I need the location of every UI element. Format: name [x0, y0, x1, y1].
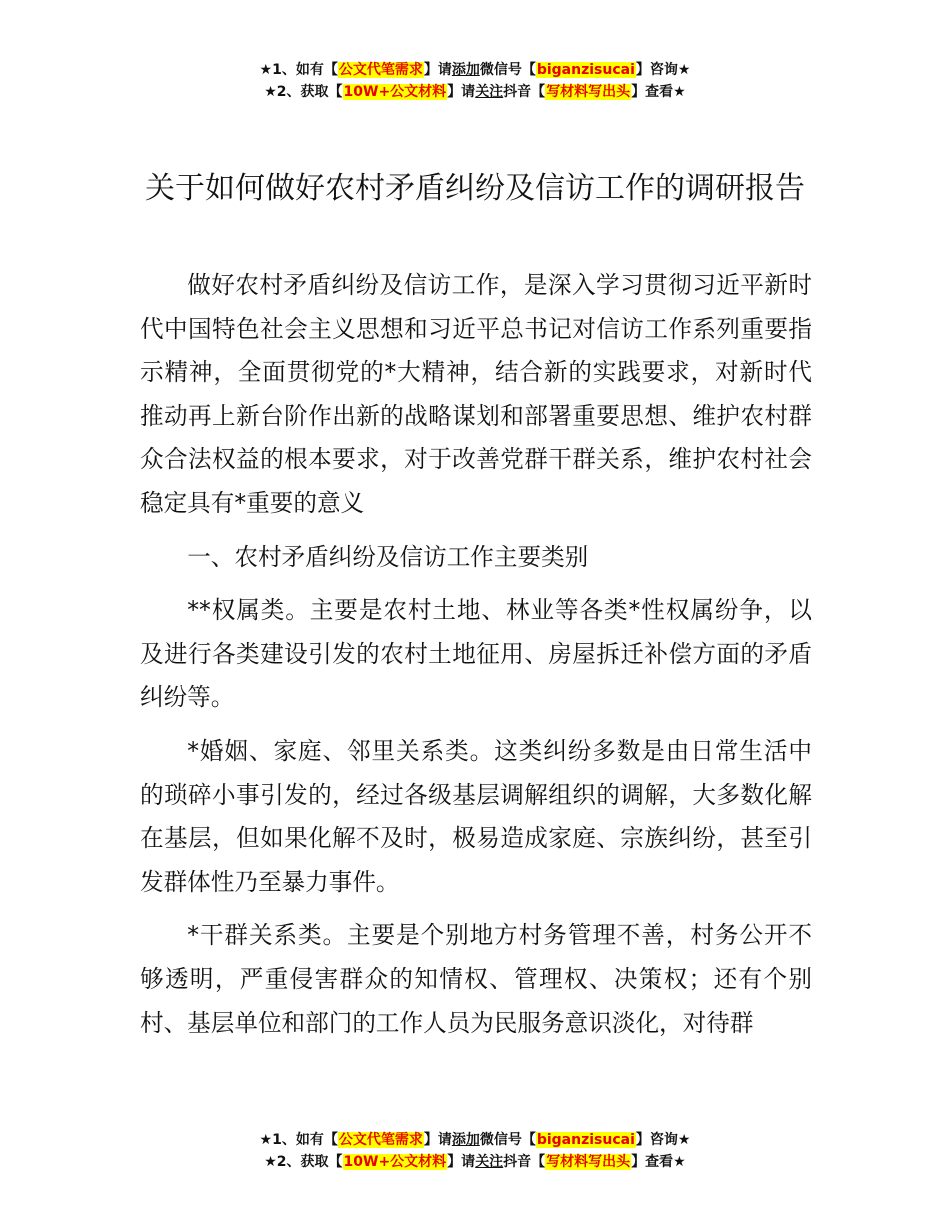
- banner-line-2: [0, 1151, 950, 1173]
- underlined-text: 添加: [451, 1132, 480, 1148]
- banner-text: 】请: [423, 1132, 452, 1148]
- banner-text: ★1、如有【: [259, 62, 338, 78]
- banner-line-1: [0, 1129, 950, 1151]
- banner-text: ★2、获取【: [264, 1154, 343, 1170]
- banner-text: 微信号【: [479, 1132, 536, 1148]
- paragraph: **权属类。主要是农村土地、林业等各类*性权属纷争，以及进行各类建设引发的农村土地征用、房屋拆迁补偿方面的矛盾纠纷等。: [140, 596, 812, 712]
- highlighted-text: 公文代笔需求: [338, 62, 423, 78]
- banner-line-1: [0, 59, 950, 81]
- section-heading: 一、农村矛盾纠纷及信访工作主要类别: [187, 542, 589, 571]
- banner-text: 抖音【: [503, 84, 546, 100]
- banner-text: ★1、如有【: [259, 1132, 338, 1148]
- highlighted-text: 公文代笔需求: [338, 1132, 423, 1148]
- banner-text: ★2、获取【: [264, 84, 343, 100]
- underlined-text: 关注: [475, 84, 504, 100]
- banner-text: 微信号【: [479, 62, 536, 78]
- banner-text: 】请: [447, 84, 476, 100]
- banner-text: 】查看★: [631, 84, 686, 100]
- banner-text: 】查看★: [631, 1154, 686, 1170]
- banner-text: 】请: [423, 62, 452, 78]
- highlighted-text: biganzisucai: [536, 62, 635, 78]
- paragraph: *干群关系类。主要是个别地方村务管理不善，村务公开不够透明，严重侵害群众的知情权、管理权、决策权；还有个别村、基层单位和部门的工作人员为民服务意识淡化，对待群: [140, 921, 812, 1037]
- highlighted-text: 写材料写出头: [546, 84, 631, 100]
- paragraph: *婚姻、家庭、邻里关系类。这类纠纷多数是由日常生活中的琐碎小事引发的，经过各级基层调解组织的调解，大多数化解在基层，但如果化解不及时，极易造成家庭、宗族纠纷，甚至引发群体性乃至暴力事件。: [140, 736, 812, 896]
- banner-line-2: [0, 81, 950, 103]
- paragraph-intro: 做好农村矛盾纠纷及信访工作，是深入学习贯彻习近平新时代中国特色社会主义思想和习近平总书记对信访工作系列重要指示精神，全面贯彻党的*大精神，结合新的实践要求，对新时代推动再上新台阶作出新的战略谋划和部署重要思想、维护农村群众合法权益的根本要求，对于改善党群干群关系，维护农村社会稳定具有*重要的意义: [140, 271, 812, 517]
- underlined-text: 关注: [475, 1154, 504, 1170]
- highlighted-text: 写材料写出头: [546, 1154, 631, 1170]
- underlined-text: 添加: [451, 62, 480, 78]
- highlighted-text: 10W+公文材料: [343, 84, 447, 100]
- banner-text: 】咨询★: [635, 1132, 691, 1148]
- banner-text: 】请: [447, 1154, 476, 1170]
- highlighted-text: 10W+公文材料: [343, 1154, 447, 1170]
- banner-text: 】咨询★: [635, 62, 691, 78]
- highlighted-text: biganzisucai: [536, 1132, 635, 1148]
- footer-banner: [0, 1129, 950, 1173]
- document-body: [140, 264, 812, 1055]
- header-banner: [0, 59, 950, 103]
- document-title: 关于如何做好农村矛盾纠纷及信访工作的调研报告: [145, 171, 805, 206]
- banner-text: 抖音【: [503, 1154, 546, 1170]
